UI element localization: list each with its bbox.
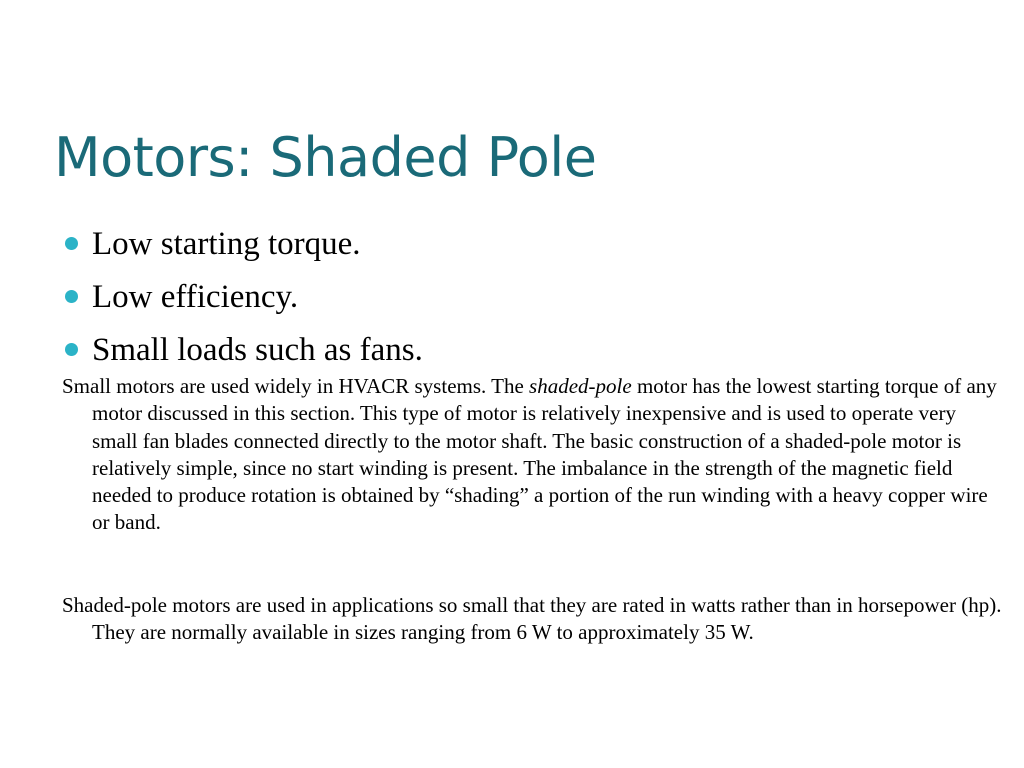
paragraph-text: Small motors are used widely in HVACR systems. The: [62, 374, 530, 398]
bullet-item: [64, 224, 984, 277]
bullet-icon: [65, 237, 78, 250]
paragraph-text: motor has the lowest starting torque of any motor discussed in this section. This type of motor is relatively inexpensive and is used to operate very small fan blades connected directly to the motor shaft. The basic construction of a shaded-pole motor is relatively simple, since no start winding is present. The imbalance in the strength of the magnetic field needed to produce rotation is obtained by “shading” a portion of the run winding with a heavy copper wire or band.: [92, 374, 997, 535]
italic-term: shaded-pole: [529, 374, 632, 398]
bullet-icon: [65, 290, 78, 303]
bullet-list: [64, 224, 984, 383]
body-paragraph-1: [62, 373, 1002, 537]
bullet-icon: [65, 343, 78, 356]
bullet-text: Small loads such as fans.: [92, 332, 423, 368]
bullet-text: Low starting torque.: [92, 226, 361, 262]
bullet-text: Low efficiency.: [92, 279, 299, 315]
body-paragraph-2: Shaded-pole motors are used in applications so small that they are rated in watts rather than in horsepower (hp). They are normally available in sizes ranging from 6 W to approximately 35 W.: [62, 593, 1002, 645]
bullet-item: [64, 277, 984, 330]
slide-title: Motors: Shaded Pole: [54, 126, 597, 189]
